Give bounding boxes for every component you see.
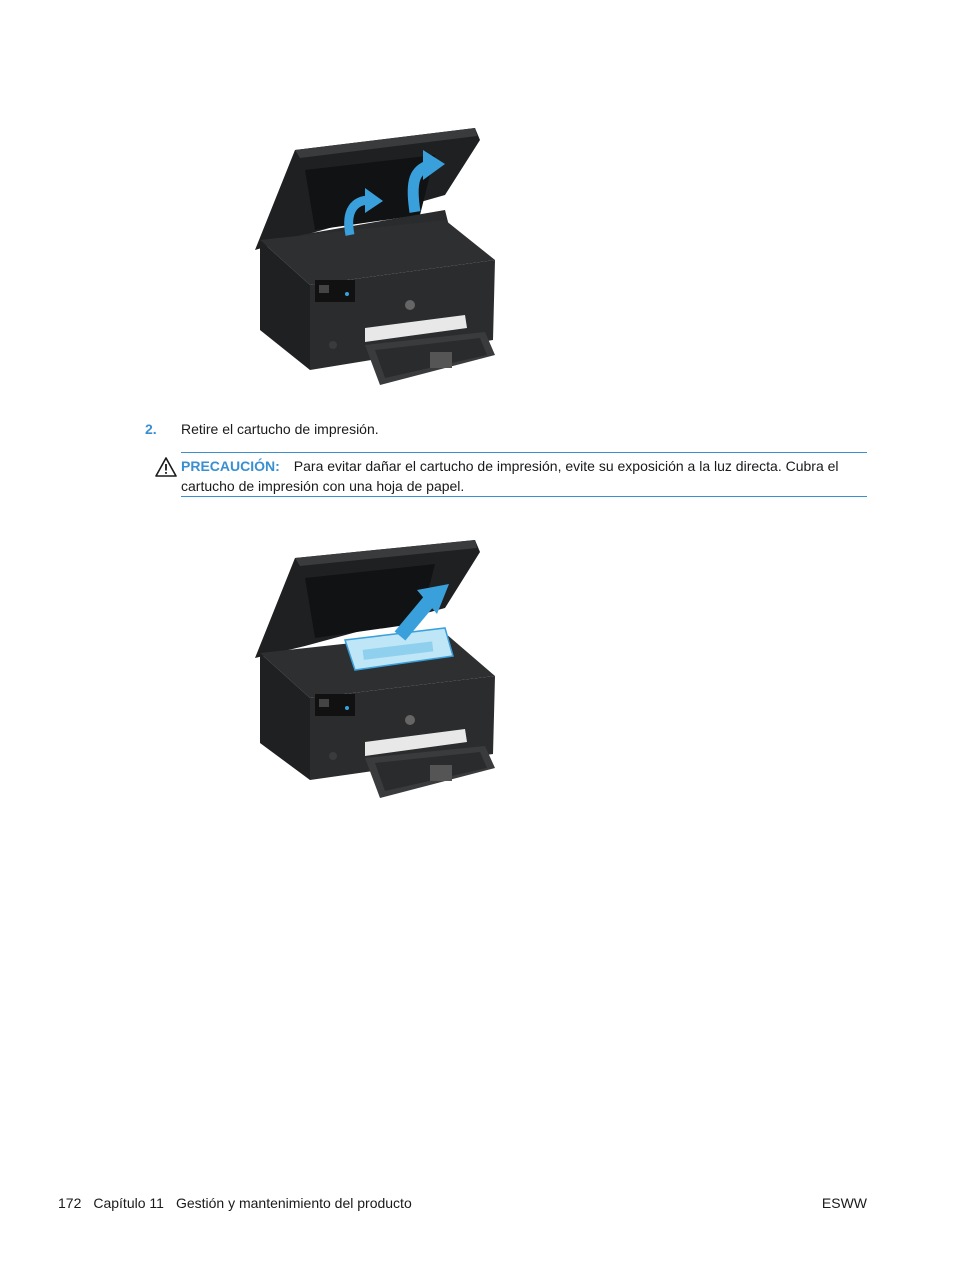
caution-text: Para evitar dañar el cartucho de impresión, evite su exposición a la luz directa. Cubra el cartucho de impresión con una hoja de papel. bbox=[181, 458, 839, 494]
step-2 bbox=[145, 420, 379, 438]
caution-bottom-rule bbox=[181, 496, 867, 497]
doc-code: ESWW bbox=[821, 1195, 867, 1211]
printer-remove-cartridge-figure bbox=[205, 518, 533, 812]
step-number: 2. bbox=[145, 421, 157, 437]
chapter-label: Capítulo 11 bbox=[93, 1195, 164, 1211]
step-text: Retire el cartucho de impresión. bbox=[181, 421, 379, 437]
caution-top-rule bbox=[181, 452, 867, 453]
page-number: 172 bbox=[58, 1195, 82, 1211]
footer-left bbox=[58, 1193, 867, 1213]
warning-triangle-icon bbox=[155, 457, 177, 477]
caution-text-block bbox=[181, 456, 867, 496]
printer-open-lid-figure bbox=[205, 100, 533, 400]
caution-label: PRECAUCIÓN: bbox=[181, 458, 280, 474]
chapter-title: Gestión y mantenimiento del producto bbox=[175, 1195, 412, 1211]
page-footer bbox=[58, 1193, 867, 1213]
